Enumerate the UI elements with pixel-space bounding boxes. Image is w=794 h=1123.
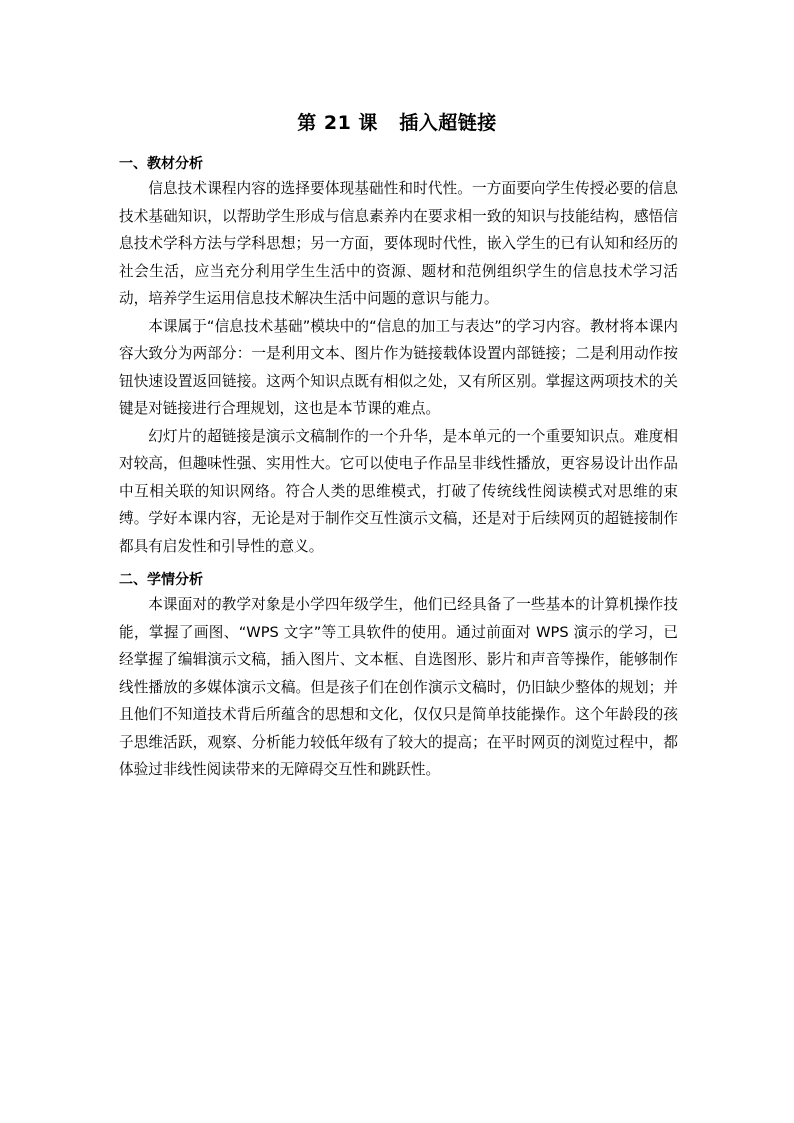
- paragraph: 本课面对的教学对象是小学四年级学生，他们已经具备了一些基本的计算机操作技能，掌握了画图、“WPS 文字”等工具软件的使用。通过前面对 WPS 演示的学习，已经掌握了编辑演示文稿，插入图片、文本框、自选图形、影片和声音等操作，能够制作线性播放的多媒体演示文稿。但是孩子们在创作演示文稿时，仍旧缺少整体的规划；并且他们不知道技术背后所蕴含的思想和文化，仅仅只是简单技能操作。这个年龄段的孩子思维活跃，观察、分析能力较低年级有了较大的提高；在平时网页的浏览过程中，都体验过非线性阅读带来的无障碍交互性和跳跃性。: [119, 596, 678, 778]
- section-textbook-analysis: [119, 153, 678, 560]
- paragraph: 信息技术课程内容的选择要体现基础性和时代性。一方面要向学生传授必要的信息技术基础知识，以帮助学生形成与信息素养内在要求相一致的知识与技能结构，感悟信息技术学科方法与学科思想；另一方面，要体现时代性，嵌入学生的已有认知和经历的社会生活，应当充分利用学生生活中的资源、题材和范例组织学生的信息技术学习活动，培养学生运用信息技术解决生活中问题的意识与能力。: [119, 180, 678, 307]
- paragraph: 本课属于“信息技术基础”模块中的“信息的加工与表达”的学习内容。教材将本课内容大致分为两部分：一是利用文本、图片作为链接载体设置内部链接；二是利用动作按钮快速设置返回链接。这两个知识点既有相似之处，又有所区别。掌握这两项技术的关键是对链接进行合理规划，这也是本节课的难点。: [119, 317, 678, 417]
- section-student-analysis: [119, 569, 678, 784]
- paragraph: 幻灯片的超链接是演示文稿制作的一个升华，是本单元的一个重要知识点。难度相对较高，但趣味性强、实用性大。它可以使电子作品呈非线性播放，更容易设计出作品中互相关联的知识网络。符合人类的思维模式，打破了传统线性阅读模式对思维的束缚。学好本课内容，无论是对于制作交互性演示文稿，还是对于后续网页的超链接制作都具有启发性和引导性的意义。: [119, 427, 678, 555]
- section-heading: 一、教材分析: [119, 156, 203, 172]
- page-title: 第 21 课 插入超链接: [297, 112, 497, 134]
- section-heading: 二、学情分析: [119, 572, 203, 588]
- document-body: [119, 153, 678, 784]
